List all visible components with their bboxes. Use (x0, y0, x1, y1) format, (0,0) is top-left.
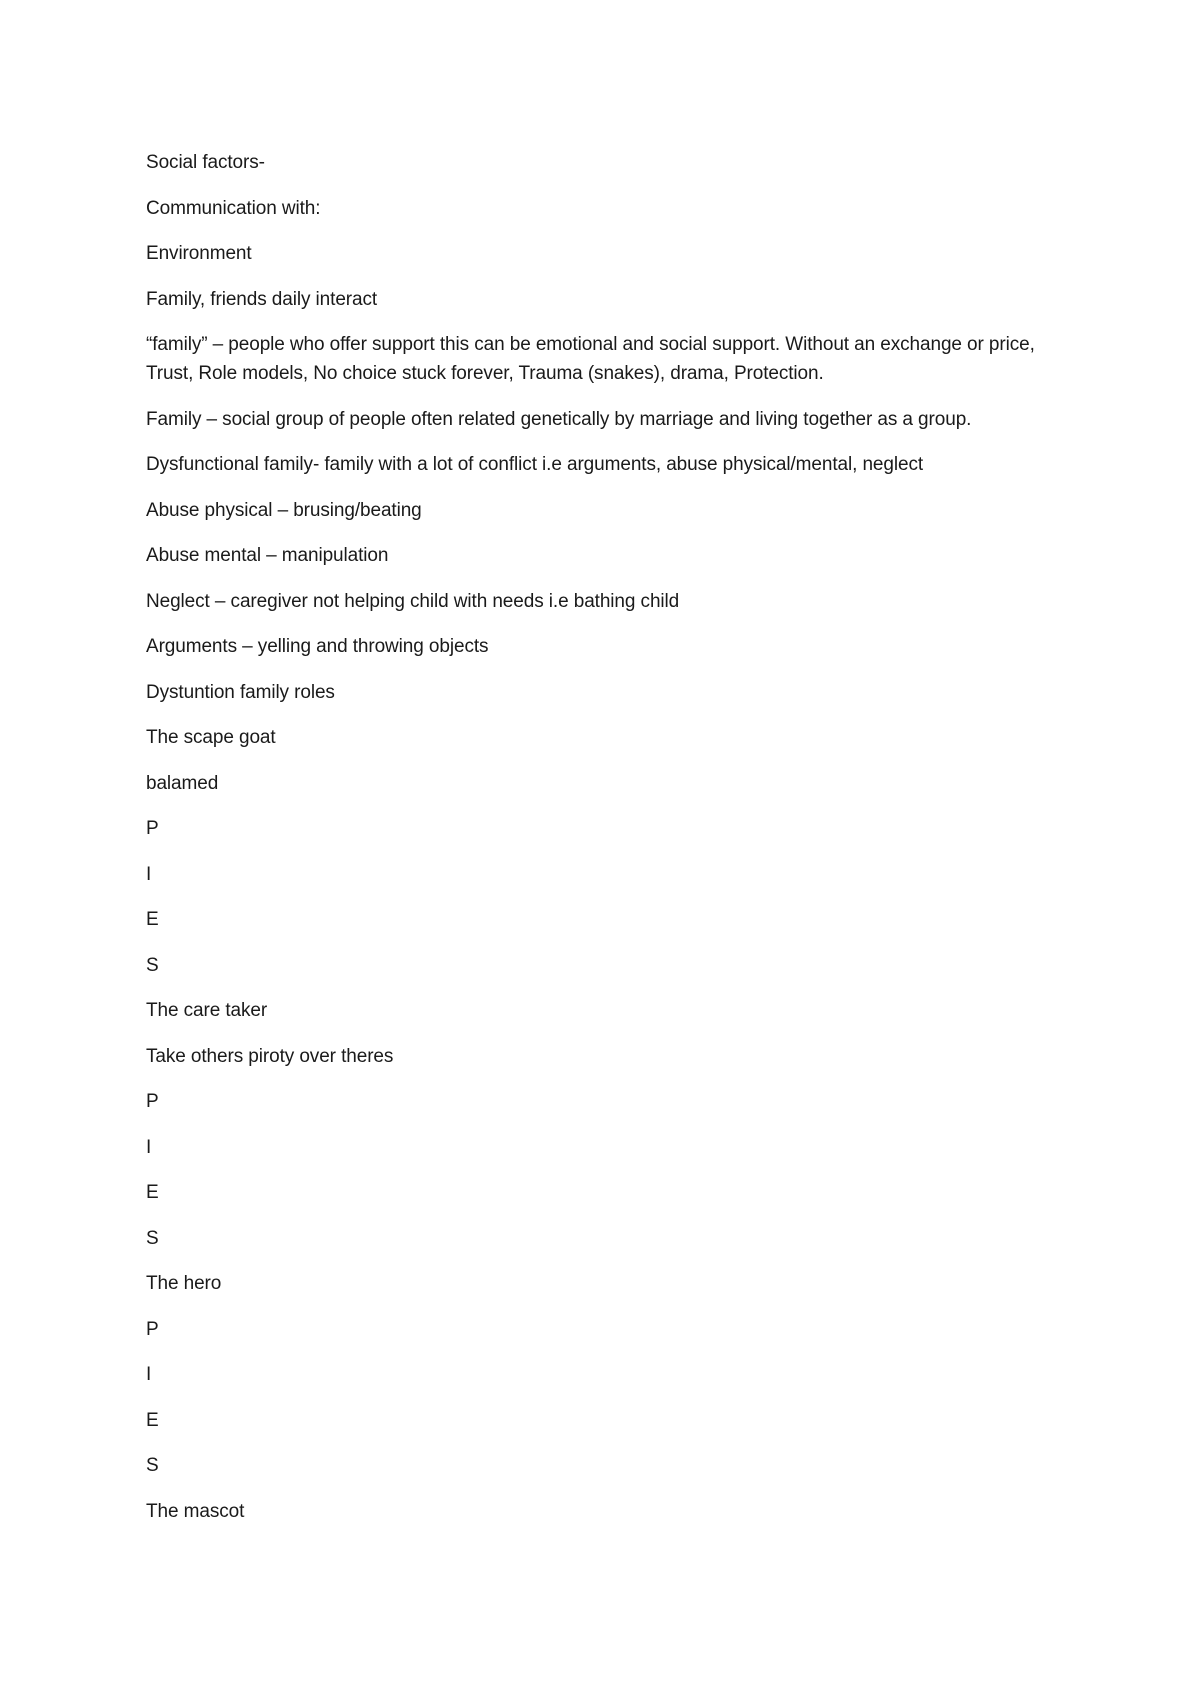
paragraph-letter: P (146, 818, 159, 839)
paragraph-family-friends: Family, friends daily interact (146, 288, 378, 310)
paragraph-scape-goat: The scape goat (146, 727, 276, 748)
paragraph-environment: Environment (146, 243, 252, 264)
paragraph-letter: E (146, 909, 159, 930)
paragraph-letter: P (146, 1091, 159, 1112)
paragraph-communication-with: Communication with: (146, 197, 321, 219)
paragraph-letter: E (146, 1409, 159, 1431)
paragraph-social-factors: Social factors- (146, 152, 265, 173)
paragraph-letter: I (146, 1136, 152, 1158)
paragraph-mascot: The mascot (146, 1500, 245, 1522)
paragraph-arguments: Arguments – yelling and throwing objects (146, 636, 489, 657)
paragraph-hero: The hero (146, 1273, 222, 1294)
paragraph-dysfunctional-family: Dysfunctional family- family with a lot of conflict i.e arguments, abuse physical/mental, neglect (146, 454, 924, 475)
paragraph-abuse-mental: Abuse mental – manipulation (146, 545, 389, 566)
paragraph-letter: E (146, 1182, 159, 1203)
paragraph-abuse-physical: Abuse physical – brusing/beating (146, 499, 422, 521)
paragraph-family-roles-heading: Dystuntion family roles (146, 681, 335, 703)
paragraph-care-taker: The care taker (146, 1000, 268, 1021)
paragraph-letter: S (146, 954, 159, 976)
paragraph-letter: S (146, 1455, 159, 1476)
paragraph-balamed: balamed (146, 772, 219, 794)
paragraph-letter: S (146, 1227, 159, 1249)
document-body (146, 148, 1066, 1542)
paragraph-family-definition: “family” – people who offer support this can be emotional and social support. Without an exchange or price, Trust, Role models, No choice stuck forever, Trauma (snakes), drama, Protection. (146, 334, 1035, 384)
paragraph-letter: I (146, 1364, 152, 1385)
paragraph-letter: I (146, 863, 152, 885)
paragraph-family-social-group: Family – social group of people often related genetically by marriage and living together as a group. (146, 408, 972, 430)
paragraph-letter: P (146, 1318, 159, 1340)
paragraph-take-others-priority: Take others piroty over theres (146, 1045, 394, 1067)
paragraph-neglect: Neglect – caregiver not helping child with needs i.e bathing child (146, 590, 680, 612)
